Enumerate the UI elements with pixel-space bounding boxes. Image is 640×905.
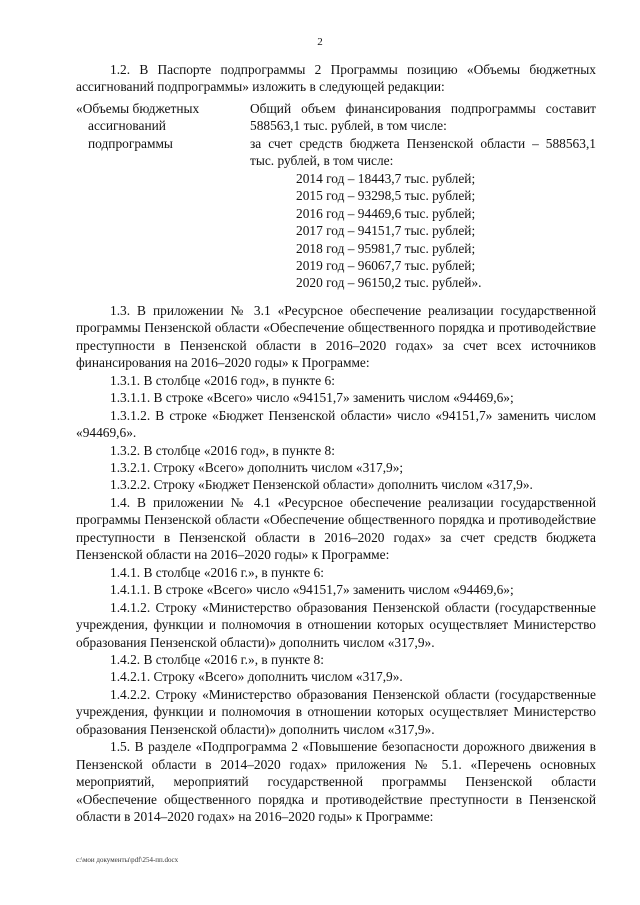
paragraph-1-5: 1.5. В разделе «Подпрограмма 2 «Повышение безопасности дорожного движения в Пензенской области в 2014–2020 годах» приложения № 5.1. «Перечень основных мероприятий, мероприятий государственной программы Пензенской области «Обеспечение общественного порядка и противодействие преступности в Пензенской области в 2014–2020 годах» на 2016–2020 годы» к Программе: xyxy=(76,739,596,825)
year-line: 2019 год – 96067,7 тыс. рублей; xyxy=(296,257,476,273)
file-path-footer: c:\мои документы\pdf\254-пп.docx xyxy=(76,856,179,864)
paragraph-1-4-1-2: 1.4.1.2. Строку «Министерство образования Пензенской области (государственные учреждения, функции и полномочия в отношении которых осуществляет Министерство образования Пензенской области)» дополнить числом «317,9». xyxy=(76,599,596,650)
year-line: 2014 год – 18443,7 тыс. рублей; xyxy=(296,170,476,186)
year-line: 2016 год – 94469,6 тыс. рублей; xyxy=(296,205,476,221)
paragraph-1-4-2-2: 1.4.2.2. Строку «Министерство образования Пензенской области (государственные учреждения, функции и полномочия в отношении которых осуществляет Министерство образования Пензенской области)» дополнить числом «317,9». xyxy=(76,686,596,737)
year-line: 2020 год – 96150,2 тыс. рублей». xyxy=(296,275,482,291)
passport-label-line: подпрограммы xyxy=(88,135,173,151)
paragraph-1-3: 1.3. В приложении № 3.1 «Ресурсное обеспечение реализации государственной программы Пензенской области «Обеспечение общественного порядка и противодействие преступности в Пензенской области в 2016–2020 годах» за счет всех источников финансирования на 2016–2020 годы» к Программе: xyxy=(76,302,596,371)
year-line: 2015 год – 93298,5 тыс. рублей; xyxy=(296,188,476,204)
paragraph-1-4-1-1: 1.4.1.1. В строке «Всего» число «94151,7» заменить числом «94469,6»; xyxy=(110,582,514,598)
paragraph-1-3-2-2: 1.3.2.2. Строку «Бюджет Пензенской области» дополнить числом «317,9». xyxy=(110,477,533,493)
paragraph-1-4-2: 1.4.2. В столбце «2016 г.», в пункте 8: xyxy=(110,651,324,667)
passport-regional-budget: за счет средств бюджета Пензенской области – 588563,1 тыс. рублей, в том числе: xyxy=(250,135,596,169)
document-body xyxy=(76,61,596,825)
passport-label-line: «Объемы бюджетных xyxy=(76,100,200,116)
paragraph-1-3-1-2: 1.3.1.2. В строке «Бюджет Пензенской области» число «94151,7» заменить числом «94469,6». xyxy=(76,407,596,441)
passport-total: Общий объем финансирования подпрограммы составит 588563,1 тыс. рублей, в том числе: xyxy=(250,100,596,134)
passport-value-cell xyxy=(250,100,596,292)
year-line: 2017 год – 94151,7 тыс. рублей; xyxy=(296,223,476,239)
paragraph-1-4: 1.4. В приложении № 4.1 «Ресурсное обеспечение реализации государственной программы Пензенской области «Обеспечение общественного порядка и противодействие преступности в Пензенской области в 2016–2020 годах» за счет средств бюджета Пензенской области на 2016–2020 годы» к Программе: xyxy=(76,494,596,563)
paragraph-1-4-2-1: 1.4.2.1. Строку «Всего» дополнить числом «317,9». xyxy=(110,669,403,685)
page-number: 2 xyxy=(317,36,323,48)
passport-years-list xyxy=(250,170,596,292)
paragraph-1-3-2: 1.3.2. В столбце «2016 год», в пункте 8: xyxy=(110,442,335,458)
passport-label-line: ассигнований xyxy=(88,118,166,134)
paragraph-1-3-2-1: 1.3.2.1. Строку «Всего» дополнить числом «317,9»; xyxy=(110,459,404,475)
passport-label-cell xyxy=(76,100,250,292)
paragraph-1-3-1-1: 1.3.1.1. В строке «Всего» число «94151,7» заменить числом «94469,6»; xyxy=(110,390,514,406)
paragraph-1-3-1: 1.3.1. В столбце «2016 год», в пункте 6: xyxy=(110,372,335,388)
passport-table xyxy=(76,100,596,292)
year-line: 2018 год – 95981,7 тыс. рублей; xyxy=(296,240,476,256)
paragraph-1-2: 1.2. В Паспорте подпрограммы 2 Программы позицию «Объемы бюджетных ассигнований подпрограммы» изложить в следующей редакции: xyxy=(76,62,596,95)
paragraph-1-4-1: 1.4.1. В столбце «2016 г.», в пункте 6: xyxy=(110,564,324,580)
